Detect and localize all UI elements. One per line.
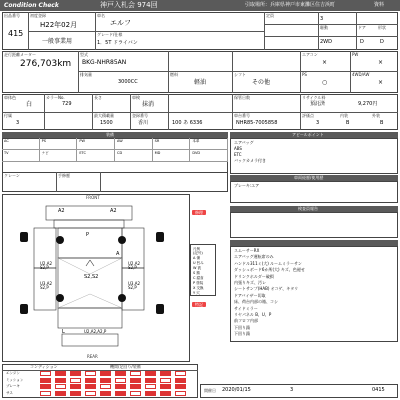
condition-row-label: エンジン bbox=[6, 371, 20, 375]
source-tag: 資料 bbox=[374, 2, 385, 8]
equip-item-label: ナビ bbox=[41, 151, 49, 155]
condition-chip bbox=[160, 371, 171, 376]
condition-chip bbox=[130, 391, 141, 396]
condition-chip bbox=[130, 384, 141, 389]
report-line: 前フロフ内部 bbox=[234, 318, 258, 324]
repair-tag: 修理 bbox=[192, 210, 206, 215]
recycle-label: リサイクル料 bbox=[302, 95, 326, 100]
report-line: ドリンクホルダー破損 bbox=[234, 273, 274, 279]
equip-item bbox=[40, 150, 78, 162]
reg-date: H22年02月 bbox=[40, 21, 78, 29]
equip-item bbox=[190, 150, 228, 162]
frame-label: 手修歴 bbox=[58, 173, 70, 178]
brand-title: Condition Check bbox=[4, 2, 59, 9]
damage-mid-right: U2,A2 S2,P bbox=[128, 261, 141, 270]
car-grade: 1．5T ドライバン bbox=[97, 40, 138, 46]
condition-row-label: ミッション bbox=[6, 377, 24, 382]
aircon: × bbox=[322, 59, 328, 66]
grade-label: グレード/仕様 bbox=[97, 32, 123, 37]
damage-tail: U2,A2,A2,P bbox=[84, 329, 107, 334]
damage-l: L bbox=[62, 329, 65, 335]
report-line: スムーサーRX bbox=[234, 248, 260, 253]
cond-label-left: コンディション bbox=[30, 364, 58, 369]
history-box bbox=[230, 181, 398, 203]
equip-item-label: DVD bbox=[192, 151, 201, 155]
chassis: NHR85-7005858 bbox=[236, 120, 278, 126]
unit: 3000CC bbox=[118, 79, 138, 85]
equip-item-label: CD bbox=[117, 151, 123, 155]
equip-item bbox=[153, 150, 191, 162]
condition-chip bbox=[70, 378, 81, 383]
damage-mid-left: U2,A2 S2,P bbox=[40, 261, 53, 270]
appeal-line-4: バックカメラ付き bbox=[234, 158, 266, 163]
equip-title: 装備 bbox=[106, 132, 114, 137]
condition-chip bbox=[175, 371, 186, 376]
equip-item-label: SR bbox=[154, 139, 160, 143]
special-tag: 特記 bbox=[192, 302, 206, 307]
exterior-label: 外装 bbox=[372, 113, 380, 118]
colorcode-label: カラーNo. bbox=[46, 95, 65, 100]
lot-number: 415 bbox=[8, 29, 24, 38]
ext-label: 付属 bbox=[4, 113, 12, 118]
condition-row-label: サス bbox=[6, 390, 13, 395]
shift: その他 bbox=[252, 79, 271, 86]
equip-item bbox=[77, 138, 115, 150]
inspection-title: 検査員報告 bbox=[298, 206, 318, 211]
condition-chip bbox=[55, 391, 66, 396]
shift-label: シフト bbox=[234, 72, 246, 77]
equip-item bbox=[153, 138, 191, 150]
damage-hood: A bbox=[116, 251, 120, 257]
fuel-label: 燃料 bbox=[170, 72, 178, 77]
condition-chip bbox=[85, 384, 96, 389]
interior: B bbox=[346, 120, 350, 126]
condition-chip bbox=[55, 371, 66, 376]
equip-item-label: AW bbox=[117, 139, 123, 143]
report-line: 床、荷台内部の箱、コシ bbox=[234, 299, 278, 305]
report-line: エアバッグ運転席のみ bbox=[234, 254, 274, 260]
page-number: 3 bbox=[290, 387, 294, 393]
color-label: 車体色 bbox=[4, 95, 16, 100]
drive: 2WD bbox=[320, 39, 332, 45]
equip-item bbox=[115, 138, 153, 150]
appeal-title: アピールポイント bbox=[292, 132, 324, 137]
condition-chip bbox=[100, 378, 111, 383]
lot-label: 出品番号 bbox=[4, 13, 20, 18]
equip-item bbox=[40, 138, 78, 150]
legend-s: S 錆 bbox=[193, 271, 200, 275]
condition-chip bbox=[70, 384, 81, 389]
condition-chip bbox=[130, 371, 141, 376]
condition-chip bbox=[55, 378, 66, 383]
condition-chip bbox=[40, 384, 51, 389]
tire-rear-right bbox=[156, 304, 164, 314]
condition-chip bbox=[175, 378, 186, 383]
equip-item bbox=[190, 138, 228, 150]
cargo-label: 最大積載量 bbox=[94, 113, 114, 118]
damage-top-right: A2 bbox=[110, 208, 117, 214]
equip-item-label: MD bbox=[154, 151, 161, 155]
legend-p: P 塗装 bbox=[193, 281, 204, 285]
condition-chip bbox=[115, 378, 126, 383]
history-label: 保管日数 bbox=[234, 95, 250, 100]
equip-item bbox=[77, 150, 115, 162]
condition-chip bbox=[145, 384, 156, 389]
plate-number: 100 あ 6336 bbox=[172, 120, 203, 126]
door: D bbox=[360, 39, 364, 45]
recycle: 預託済 bbox=[310, 101, 326, 107]
appeal-line-3: ETC bbox=[234, 152, 242, 157]
report-line: 下回り錆 bbox=[234, 324, 250, 330]
condition-chip bbox=[175, 384, 186, 389]
legend-u: U 凹み bbox=[193, 261, 204, 265]
condition-row-label: ブレーキ bbox=[6, 384, 20, 388]
crane-box bbox=[2, 172, 228, 192]
ps-label: PS bbox=[302, 72, 307, 77]
condition-chip bbox=[145, 391, 156, 396]
header-bar bbox=[0, 0, 400, 11]
legend-w: W 波 bbox=[193, 266, 202, 270]
fuel: 軽油 bbox=[194, 79, 207, 86]
tire-front-left bbox=[20, 232, 28, 242]
condition-chip bbox=[145, 371, 156, 376]
appeal-line-1: エアバッグ bbox=[234, 140, 254, 145]
damage-lower-right: U3,A2 S2,P bbox=[128, 281, 141, 290]
shape: D bbox=[380, 39, 384, 45]
plate: 香川 bbox=[138, 120, 149, 126]
legend-c: C 腐食 bbox=[193, 276, 204, 280]
condition-chip bbox=[55, 384, 66, 389]
cond-label-mid: 機関/足回り/装備 bbox=[110, 364, 141, 369]
car-use: 一般事業用 bbox=[42, 38, 73, 45]
equip-item-label: ETC bbox=[79, 151, 86, 155]
condition-chip bbox=[100, 391, 111, 396]
seat-rear-left bbox=[56, 294, 64, 302]
condition-chip bbox=[40, 371, 51, 376]
shape-label: 形状 bbox=[378, 25, 386, 30]
chassis-label: 車台番号 bbox=[234, 113, 250, 118]
appeal-line-2: ABS bbox=[234, 146, 242, 151]
capacity: 3 bbox=[320, 16, 324, 22]
legend-title: 凡例 (記号) bbox=[193, 247, 203, 256]
tire-front-right bbox=[156, 232, 164, 242]
crane-label: クレーン bbox=[4, 173, 20, 178]
color: 白 bbox=[26, 101, 33, 108]
condition-chip bbox=[160, 378, 171, 383]
damage-lower-left: U3,A2 S2,P bbox=[40, 281, 53, 290]
colorcode: 729 bbox=[62, 101, 72, 107]
condition-chip bbox=[100, 371, 111, 376]
condition-chip bbox=[175, 391, 186, 396]
inspection: 抹消 bbox=[142, 101, 155, 108]
equip-item-label: PS bbox=[41, 139, 46, 143]
mileage: 276,703km bbox=[20, 59, 72, 69]
exterior: B bbox=[380, 120, 384, 126]
equip-item-label: TV bbox=[4, 151, 9, 155]
damage-roof: P bbox=[86, 232, 90, 238]
pw-label: PW bbox=[352, 52, 359, 57]
report-line: サイドミラー bbox=[234, 305, 258, 311]
score-label: 評価点 bbox=[302, 113, 314, 118]
appeal-box bbox=[230, 138, 398, 174]
rear-label: REAR bbox=[87, 354, 98, 359]
condition-chip bbox=[85, 378, 96, 383]
history-title: 車両経歴/使用歴 bbox=[294, 175, 324, 180]
cargo: 3 bbox=[16, 120, 20, 126]
equip-item-label: 本革 bbox=[192, 139, 200, 143]
condition-chip bbox=[70, 391, 81, 396]
car-name: エルフ bbox=[110, 19, 131, 27]
seat-left bbox=[56, 236, 64, 244]
interior-label: 内装 bbox=[340, 113, 348, 118]
report-line: シートサンプ(HAB) オコゲ、キタリ bbox=[234, 286, 299, 292]
reg-label: 初度登録 bbox=[30, 13, 46, 18]
report-line: 下回り錆 bbox=[234, 331, 250, 337]
damage-top-left: A2 bbox=[58, 208, 65, 214]
lot-id: 0415 bbox=[372, 387, 385, 393]
condition-chip bbox=[40, 391, 51, 396]
extra: × bbox=[378, 79, 384, 86]
pickup-location: 引取場所：兵庫県神戸市東灘区住吉浜町 bbox=[245, 2, 336, 8]
condition-chip bbox=[160, 384, 171, 389]
aircon-label: エアコン bbox=[302, 52, 318, 57]
legend-box bbox=[190, 244, 216, 296]
ps: ○ bbox=[322, 79, 328, 86]
condition-chip bbox=[115, 384, 126, 389]
equip-item-label: AC bbox=[4, 139, 9, 143]
length-label: 長さ bbox=[94, 95, 102, 100]
tire-rear-left bbox=[20, 304, 28, 314]
door-label: ドア bbox=[358, 25, 366, 30]
date-label: 開催日 bbox=[204, 388, 216, 393]
legend-y: Y 穴 bbox=[193, 291, 200, 295]
pw: × bbox=[378, 59, 384, 66]
equip-item bbox=[2, 150, 40, 162]
seat-right bbox=[118, 236, 126, 244]
row2 bbox=[2, 51, 398, 93]
legend-a: A 傷 bbox=[193, 256, 201, 260]
condition-chip bbox=[70, 371, 81, 376]
model: BKG-NHR85AN bbox=[82, 59, 127, 66]
recycle-fee: 9,270円 bbox=[358, 101, 378, 107]
auction-title: 神戸入札会 974回 bbox=[100, 1, 158, 9]
model-label: 型式 bbox=[80, 52, 88, 57]
name-label: 車名 bbox=[97, 13, 105, 18]
unit-label: 排気量 bbox=[80, 72, 92, 77]
drive-label: 駆動 bbox=[320, 25, 328, 30]
condition-chip bbox=[85, 371, 96, 376]
history-line-1: ブレーキ:エア bbox=[234, 183, 260, 188]
inspection-label: 車検 bbox=[132, 95, 140, 100]
equip-item-label: PW bbox=[79, 139, 85, 143]
equip-item bbox=[115, 150, 153, 162]
damage-center: S2,S2 bbox=[84, 274, 99, 280]
report-line: ドアバイザー切取 bbox=[234, 292, 266, 298]
report-line: ハンドル311ミ(大) ルームミラーサン bbox=[234, 260, 302, 266]
seat-rear-right bbox=[118, 294, 126, 302]
cap-label: 定員 bbox=[266, 13, 274, 18]
condition-chip bbox=[145, 378, 156, 383]
score: 3 bbox=[316, 120, 320, 126]
condition-chip bbox=[130, 378, 141, 383]
legend-x: X 交換 bbox=[193, 286, 204, 290]
condition-chip bbox=[115, 391, 126, 396]
cargo-value: 1500 bbox=[100, 120, 113, 126]
condition-chip bbox=[85, 391, 96, 396]
condition-chip bbox=[100, 384, 111, 389]
event-date: 2020/01/15 bbox=[222, 387, 251, 393]
equip-item bbox=[2, 138, 40, 150]
report-line: 内張りキズ、汚レ bbox=[234, 280, 267, 285]
condition-chip bbox=[115, 371, 126, 376]
report-line: ダッシュボード6か所(大) キズ、色褪せ bbox=[234, 267, 305, 273]
front-label: FRONT bbox=[86, 195, 100, 200]
report-line: リヤパネル B、U、P bbox=[234, 312, 272, 317]
report-box bbox=[230, 246, 398, 342]
extra-label: 4WD/AW bbox=[352, 72, 370, 77]
inspection-box bbox=[230, 212, 398, 238]
condition-chip bbox=[160, 391, 171, 396]
mileage-label: 走行距離メーター bbox=[4, 52, 36, 57]
plate-label: 登録番号 bbox=[132, 113, 148, 118]
condition-chip bbox=[40, 378, 51, 383]
